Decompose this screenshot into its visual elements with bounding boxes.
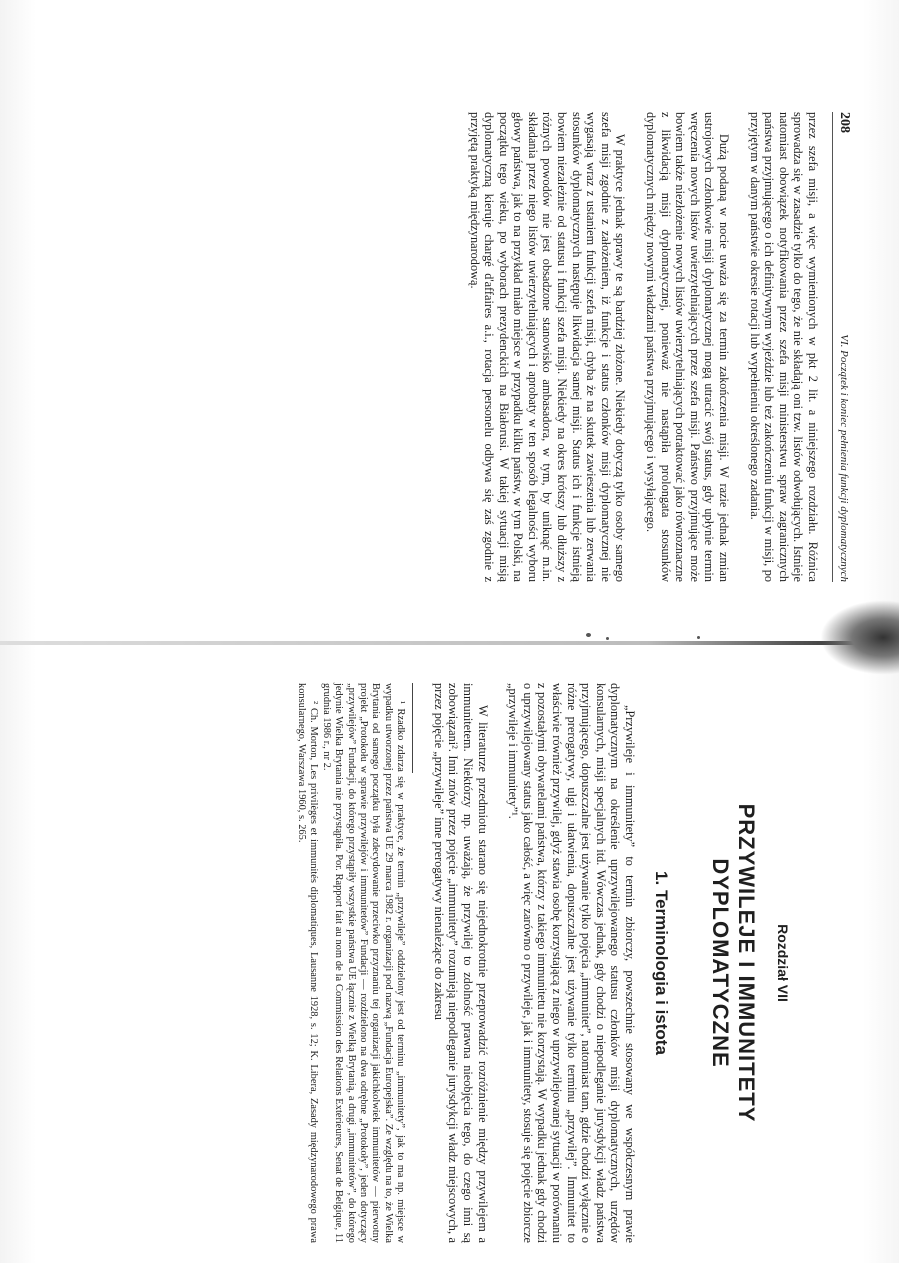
running-header — [832, 112, 852, 582]
footnote: ¹ Rzadko zdarza się w praktyce, że termin „przywileje” oddzielony jest od terminu „immunitety”, jak to ma np. miejsce w wypadku utworzonej przez państwa UE 29 marca 1982 r. organizacji pod nazwą „Fundacja Europejska”. Ze względu na to, że Wielka Brytania od samego początku była zdecydowanie przeciwko przyznaniu tej organizacji jakichkolwiek immunitetów — pierwotny projekt „Protokołu w sprawie przywilejów i immunitetów” Fundacji — rozdzielono na dwa odrębne „Protokoły”, jeden dotyczący „przywilejów” Fundacji, do którego przystąpiły wszystkie państwa UE łącznie z Wielką Brytanią, a drugi „immunitetów”, do którego jedynie Wielka Brytania nie przystąpiła. Por. Rapport fait au nom de la Commission des Relations Extérieures, Senat de Belgique, 11 grudnia 1986 r., nr 2. — [320, 683, 407, 1243]
chapter-title — [707, 683, 759, 1243]
paragraph: W praktyce jednak sprawy te są bardziej złożone. Niekiedy dotyczą tylko osoby samego szefa misji zgodnie z założeniem, iż funkcje i status członków misji dyplomatycznej nie wygasają wraz z ustaniem funkcji szefa misji, chyba że na skutek zawieszenia lub zerwania stosunków dyplomatycznych następuje likwidacja samej misji. Status ich i funkcje istnieją bowiem niezależnie od statusu i funkcji szefa misji. Niekiedy na okres krótszy lub dłuższy z różnych powodów nie jest obsadzone stanowisko ambasadora, w tym, by uniknąć m.in. składania przez niego listów uwierzytelniających i aprobaty w ten sposób legalności wyboru głowy państwa, jak to na przykład miało miejsce w przypadku kilku państw, w tym Polski, na początku tego wieku, po wyborach prezydenckich na Białorusi. W takiej sytuacji misją dyplomatyczną kieruje chargé d'affaires a.i., rotacja personelu odbywa się zaś zgodnie z przyjętą praktyką międzynarodową. — [467, 112, 628, 582]
chapter-label: Rozdział VII — [775, 924, 791, 1002]
footnote-rule — [412, 683, 413, 773]
footnotes — [295, 683, 414, 1243]
section-title: 1. Terminologia i istota — [652, 871, 671, 1055]
paragraph: przez szefa misji, a więc wymienionych w pkt 2 lit. a niniejszego rozdziału. Różnica sprowadza się w zasadzie tylko do tego, że nie składają oni tzw. listów odwołujących. Istnieje natomiast obowiązek notyfikowania przez szefa misji ministerstwu spraw zagranicznych państwa przyjmującego o ich definitywnym wyjeździe lub też zakończeniu funkcji w misji, po przyjętym w danym państwie okresie rotacji lub wypełnieniu określonego zadania. — [747, 112, 820, 582]
chapter-title-line: DYPLOMATYCZNE — [708, 858, 733, 1068]
page-208 — [112, 112, 852, 582]
book-gutter — [0, 641, 899, 645]
gutter-shadow — [820, 600, 899, 675]
scan-speck — [697, 636, 700, 639]
scan-speck — [586, 633, 591, 637]
paragraph: „Przywileje i immunitety” to termin zbiorczy, powszechnie stosowany we współczesnym prawie dyplomatycznym na określenie uprzywilejowanego statusu członków misji dyplomatycznych, urzędów konsularnych, misji specjalnych itd. Wówczas jednak, gdy chodzi o niepodleganie jurysdykcji władz państwa przyjmującego, dopuszczalne jest używanie tylko pojęcia „immunitet”, natomiast tam, gdzie chodzi wyłącznie o różne prerogatywy, ulgi i ułatwienia, dopuszczalne jest używanie tylko terminu „przywilej”. Immunitet to właściwie również przywilej, gdyż stawia osobę korzystającą z niego w uprzywilejowanej sytuacji w porównaniu z pozostałymi obywatelami państwa, którzy z takiego immunitetu nie korzystają. W wypadku jednak gdy chodzi o uprzywilejowany status jako całość, a więc zarówno o przywileje, jak i immunitety, stosuje się pojęcie zbiorcze „przywileje i immunitety”¹. — [506, 683, 637, 1243]
chapter-vii-page — [36, 683, 791, 1243]
chapter-heading — [707, 683, 791, 1243]
paragraph: Dużą podaną w nocie uważa się za termin zakończenia misji. W razie jednak zmian ustrojowych członkowie misji dyplomatycznej mogą utracić swój status, gdy upłynie termin wręczenia nowych listów uwierzytelniających przez szefa misji. Państwo przyjmujące może bowiem także niezłożenie nowych listów uwierzytelniających potraktować jako równoznaczne z likwidacją misji dyplomatycznej, ponieważ nie nastąpiła prolongata stosunków dyplomatycznych między nowymi władzami państwa przyjmującego i wysyłającego. — [644, 112, 732, 582]
paragraph: W literaturze przedmiotu starano się niejednokrotnie przeprowadzić rozróżnienie między przywilejem a immunitetem. Niektórzy np. uważają, że przywilej to zdolność prawna nieobjęcia tego, do czego inni są zobowiązani². Inni znów przez pojęcie „immunitety” rozumieją niepodleganie jurysdykcji władz miejscowych, a przez pojęcie „przywileje” inne prerogatywy nienależące do zakresu — [431, 683, 490, 1243]
page-number: 208 — [837, 112, 852, 133]
scan-speck — [606, 637, 609, 640]
running-header-title: VI. Początek i koniec pełnienia funkcji dyplomatycznych — [838, 334, 850, 582]
chapter-title-line: PRZYWILEJE I IMMUNITETY — [734, 803, 759, 1123]
footnote: ² Ch. Morton, Les privilèges et immunités diplomatiques, Lausanne 1928, s. 12; K. Libera, Zasady międzynarodowego prawa konsularnego, Warszawa 1960, s. 265. — [296, 683, 320, 1243]
